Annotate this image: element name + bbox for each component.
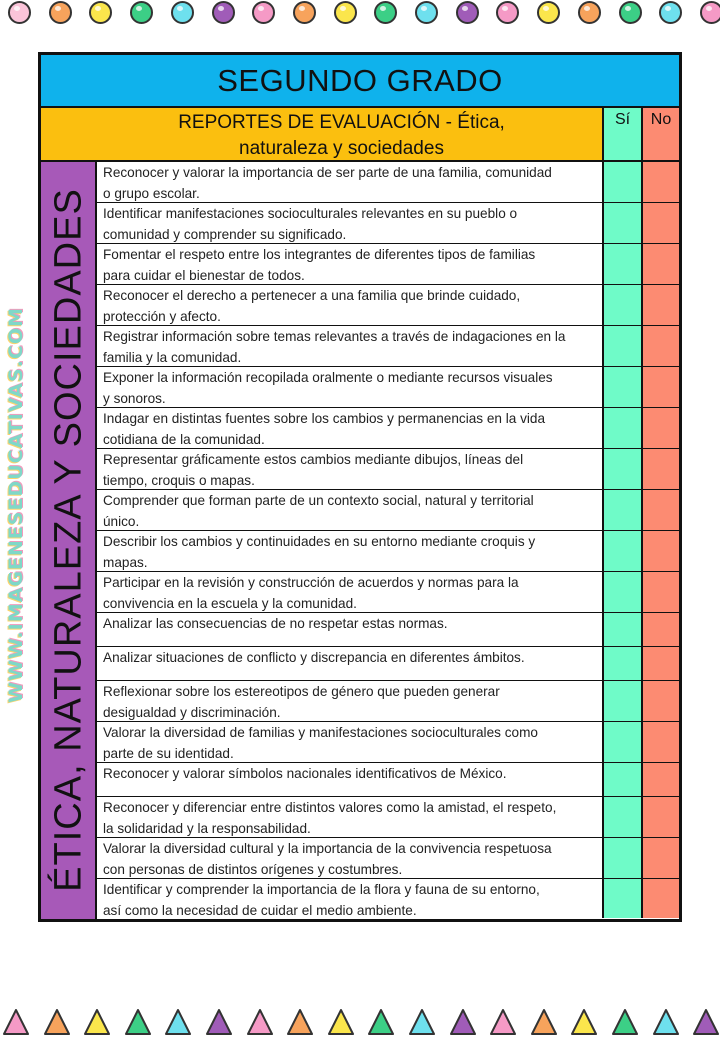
criteria-text-line: mapas. bbox=[103, 554, 148, 570]
decorative-triangle bbox=[286, 1008, 314, 1036]
decorative-dot bbox=[89, 1, 112, 24]
decorative-triangle bbox=[367, 1008, 395, 1036]
si-checkbox-cell[interactable] bbox=[602, 647, 641, 680]
criteria-text bbox=[97, 838, 602, 878]
no-checkbox-cell[interactable] bbox=[641, 879, 679, 918]
si-checkbox-cell[interactable] bbox=[602, 367, 641, 407]
criteria-row bbox=[97, 285, 679, 326]
criteria-text-line: para cuidar el bienestar de todos. bbox=[103, 267, 305, 283]
criteria-text-line: con personas de distintos orígenes y costumbres. bbox=[103, 861, 403, 877]
decorative-triangle bbox=[83, 1008, 111, 1036]
decorative-dot bbox=[252, 1, 275, 24]
decorative-triangle bbox=[246, 1008, 274, 1036]
criteria-text-line: Valorar la diversidad cultural y la importancia de la convivencia respetuosa bbox=[103, 841, 552, 856]
decorative-dot bbox=[456, 1, 479, 24]
criteria-text-line: Reconocer y valorar la importancia de ser parte de una familia, comunidad bbox=[103, 165, 552, 180]
criteria-text bbox=[97, 681, 602, 721]
no-checkbox-cell[interactable] bbox=[641, 797, 679, 837]
si-checkbox-cell[interactable] bbox=[602, 408, 641, 448]
criteria-text-line: Reflexionar sobre los estereotipos de género que pueden generar bbox=[103, 684, 500, 699]
decorative-triangle bbox=[692, 1008, 720, 1036]
si-checkbox-cell[interactable] bbox=[602, 838, 641, 878]
criteria-row bbox=[97, 203, 679, 244]
decorative-dot bbox=[700, 1, 720, 24]
criteria-text bbox=[97, 490, 602, 530]
no-checkbox-cell[interactable] bbox=[641, 531, 679, 571]
criteria-text bbox=[97, 285, 602, 325]
decorative-dot bbox=[171, 1, 194, 24]
decorative-triangle bbox=[43, 1008, 71, 1036]
criteria-text-line: Fomentar el respeto entre los integrantes de diferentes tipos de familias bbox=[103, 247, 536, 262]
criteria-text-line: Exponer la información recopilada oralmente o mediante recursos visuales bbox=[103, 370, 553, 385]
decorative-triangle bbox=[611, 1008, 639, 1036]
criteria-text-line: parte de su identidad. bbox=[103, 745, 234, 761]
decorative-triangle bbox=[652, 1008, 680, 1036]
criteria-text-line: comunidad y comprender su significado. bbox=[103, 226, 347, 242]
criteria-text-line: Registrar información sobre temas relevantes a través de indagaciones en la bbox=[103, 329, 566, 344]
decorative-dot bbox=[49, 1, 72, 24]
decorative-dot bbox=[537, 1, 560, 24]
decorative-triangle bbox=[327, 1008, 355, 1036]
criteria-text-line: Reconocer y diferenciar entre distintos valores como la amistad, el respeto, bbox=[103, 800, 557, 815]
si-checkbox-cell[interactable] bbox=[602, 572, 641, 612]
criteria-text-line: Analizar las consecuencias de no respetar estas normas. bbox=[103, 616, 448, 631]
watermark bbox=[3, 307, 29, 703]
criteria-text bbox=[97, 449, 602, 489]
criteria-row bbox=[97, 613, 679, 647]
subject-side-label-text: ÉTICA, NATURALEZA Y SOCIEDADES bbox=[47, 188, 90, 892]
decorative-triangle bbox=[570, 1008, 598, 1036]
criteria-text bbox=[97, 647, 602, 680]
si-checkbox-cell[interactable] bbox=[602, 203, 641, 243]
decorative-triangle bbox=[2, 1008, 30, 1036]
si-checkbox-cell[interactable] bbox=[602, 681, 641, 721]
criteria-row bbox=[97, 449, 679, 490]
column-header-no: No bbox=[641, 108, 679, 162]
decorative-dot bbox=[212, 1, 235, 24]
si-checkbox-cell[interactable] bbox=[602, 879, 641, 918]
watermark-text: WWW.IMAGENESEDUCATIVAS.COM bbox=[5, 307, 27, 703]
decorative-triangle bbox=[530, 1008, 558, 1036]
report-heading bbox=[41, 108, 602, 162]
no-checkbox-cell[interactable] bbox=[641, 244, 679, 284]
decorative-dot bbox=[293, 1, 316, 24]
no-checkbox-cell[interactable] bbox=[641, 763, 679, 796]
no-checkbox-cell[interactable] bbox=[641, 490, 679, 530]
decorative-dot bbox=[496, 1, 519, 24]
decorative-dot bbox=[374, 1, 397, 24]
no-checkbox-cell[interactable] bbox=[641, 681, 679, 721]
no-checkbox-cell[interactable] bbox=[641, 722, 679, 762]
criteria-row bbox=[97, 763, 679, 797]
si-checkbox-cell[interactable] bbox=[602, 613, 641, 646]
decorative-triangle bbox=[449, 1008, 477, 1036]
no-checkbox-cell[interactable] bbox=[641, 285, 679, 325]
si-checkbox-cell[interactable] bbox=[602, 763, 641, 796]
report-heading-line2: naturaleza y sociedades bbox=[239, 138, 444, 159]
decorative-triangle bbox=[408, 1008, 436, 1036]
table-header bbox=[41, 108, 679, 162]
criteria-text-line: Comprender que forman parte de un contexto social, natural y territorial bbox=[103, 493, 534, 508]
report-heading-line1: REPORTES DE EVALUACIÓN - Ética, bbox=[178, 112, 505, 133]
decorative-dot bbox=[578, 1, 601, 24]
decorative-dot bbox=[415, 1, 438, 24]
criteria-text bbox=[97, 326, 602, 366]
criteria-text-line: y sonoros. bbox=[103, 390, 166, 406]
subject-side-label bbox=[41, 162, 97, 919]
criteria-row bbox=[97, 326, 679, 367]
criteria-text bbox=[97, 722, 602, 762]
no-checkbox-cell[interactable] bbox=[641, 203, 679, 243]
criteria-text bbox=[97, 613, 602, 646]
si-checkbox-cell[interactable] bbox=[602, 490, 641, 530]
criteria-text-line: Indagar en distintas fuentes sobre los cambios y permanencias en la vida bbox=[103, 411, 546, 426]
criteria-text-line: Identificar y comprender la importancia de la flora y fauna de su entorno, bbox=[103, 882, 540, 897]
criteria-text bbox=[97, 408, 602, 448]
decorative-dot bbox=[334, 1, 357, 24]
si-checkbox-cell[interactable] bbox=[602, 285, 641, 325]
criteria-text-line: protección y afecto. bbox=[103, 308, 221, 324]
decorative-triangle bbox=[205, 1008, 233, 1036]
criteria-text-line: cotidiana de la comunidad. bbox=[103, 431, 265, 447]
criteria-row bbox=[97, 244, 679, 285]
criteria-row bbox=[97, 490, 679, 531]
criteria-row bbox=[97, 408, 679, 449]
criteria-text-line: Reconocer y valorar símbolos nacionales identificativos de México. bbox=[103, 766, 507, 781]
column-header-si: Sí bbox=[602, 108, 641, 162]
criteria-text-line: Describir los cambios y continuidades en su entorno mediante croquis y bbox=[103, 534, 536, 549]
criteria-text bbox=[97, 531, 602, 571]
criteria-row bbox=[97, 647, 679, 681]
criteria-text-line: Valorar la diversidad de familias y manifestaciones socioculturales como bbox=[103, 725, 538, 740]
criteria-list bbox=[97, 162, 679, 919]
no-checkbox-cell[interactable] bbox=[641, 408, 679, 448]
criteria-row bbox=[97, 838, 679, 879]
si-checkbox-cell[interactable] bbox=[602, 244, 641, 284]
si-checkbox-cell[interactable] bbox=[602, 162, 641, 202]
no-checkbox-cell[interactable] bbox=[641, 572, 679, 612]
decorative-triangle bbox=[164, 1008, 192, 1036]
criteria-text bbox=[97, 797, 602, 837]
criteria-text-line: la solidaridad y la responsabilidad. bbox=[103, 820, 311, 836]
criteria-row bbox=[97, 531, 679, 572]
bottom-triangle-border bbox=[0, 1008, 720, 1040]
page-title: SEGUNDO GRADO bbox=[41, 55, 679, 108]
criteria-text bbox=[97, 162, 602, 202]
decorative-dot bbox=[130, 1, 153, 24]
criteria-text-line: o grupo escolar. bbox=[103, 185, 200, 201]
criteria-row bbox=[97, 722, 679, 763]
decorative-dot bbox=[8, 1, 31, 24]
no-checkbox-cell[interactable] bbox=[641, 326, 679, 366]
no-checkbox-cell[interactable] bbox=[641, 449, 679, 489]
no-checkbox-cell[interactable] bbox=[641, 613, 679, 646]
criteria-text-line: desigualdad y discriminación. bbox=[103, 704, 281, 720]
criteria-text-line: Representar gráficamente estos cambios mediante dibujos, líneas del bbox=[103, 452, 524, 467]
criteria-row bbox=[97, 797, 679, 838]
si-checkbox-cell[interactable] bbox=[602, 722, 641, 762]
decorative-triangle bbox=[124, 1008, 152, 1036]
criteria-text-line: convivencia en la escuela y la comunidad. bbox=[103, 595, 357, 611]
evaluation-sheet bbox=[38, 52, 682, 922]
criteria-text bbox=[97, 763, 602, 796]
criteria-text-line: Reconocer el derecho a pertenecer a una familia que brinde cuidado, bbox=[103, 288, 521, 303]
si-checkbox-cell[interactable] bbox=[602, 449, 641, 489]
criteria-row bbox=[97, 879, 679, 918]
criteria-row bbox=[97, 162, 679, 203]
si-checkbox-cell[interactable] bbox=[602, 531, 641, 571]
criteria-text-line: único. bbox=[103, 513, 140, 529]
criteria-text bbox=[97, 879, 602, 918]
criteria-text-line: tiempo, croquis o mapas. bbox=[103, 472, 255, 488]
criteria-text-line: Identificar manifestaciones socioculturales relevantes en su pueblo o bbox=[103, 206, 518, 221]
criteria-row bbox=[97, 572, 679, 613]
criteria-row bbox=[97, 367, 679, 408]
criteria-text-line: familia y la comunidad. bbox=[103, 349, 242, 365]
decorative-dot bbox=[659, 1, 682, 24]
no-checkbox-cell[interactable] bbox=[641, 647, 679, 680]
si-checkbox-cell[interactable] bbox=[602, 797, 641, 837]
no-checkbox-cell[interactable] bbox=[641, 367, 679, 407]
si-checkbox-cell[interactable] bbox=[602, 326, 641, 366]
criteria-text bbox=[97, 367, 602, 407]
decorative-dot bbox=[619, 1, 642, 24]
no-checkbox-cell[interactable] bbox=[641, 162, 679, 202]
decorative-triangle bbox=[489, 1008, 517, 1036]
criteria-text bbox=[97, 572, 602, 612]
criteria-text-line: así como la necesidad de cuidar el medio ambiente. bbox=[103, 902, 417, 918]
criteria-text bbox=[97, 244, 602, 284]
criteria-text-line: Participar en la revisión y construcción de acuerdos y normas para la bbox=[103, 575, 519, 590]
top-dot-border bbox=[0, 0, 720, 30]
criteria-text bbox=[97, 203, 602, 243]
no-checkbox-cell[interactable] bbox=[641, 838, 679, 878]
criteria-row bbox=[97, 681, 679, 722]
criteria-text-line: Analizar situaciones de conflicto y discrepancia en diferentes ámbitos. bbox=[103, 650, 525, 665]
